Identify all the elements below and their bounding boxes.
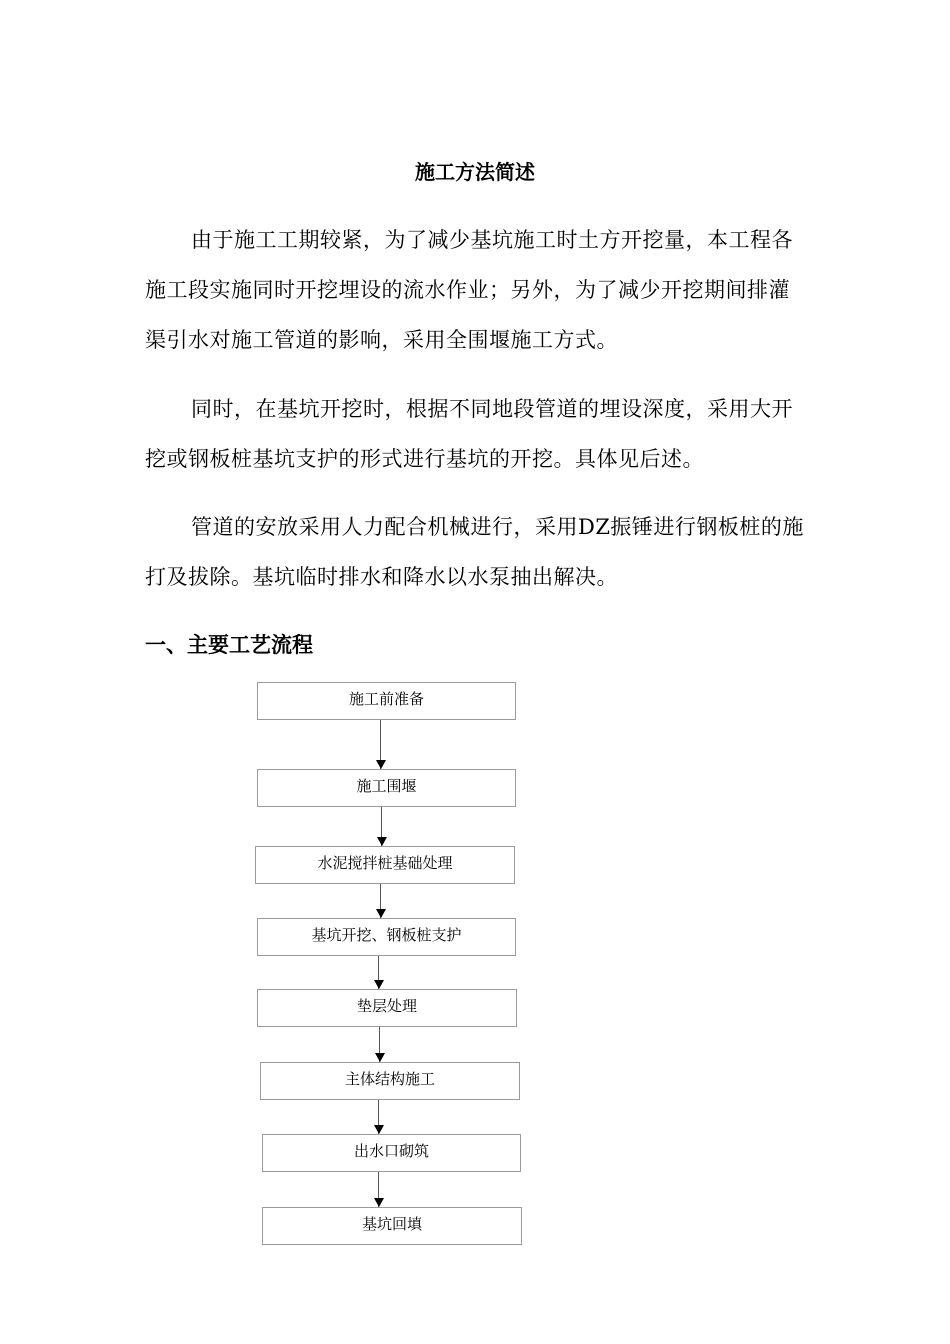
- flow-step: [262, 1207, 522, 1245]
- flow-step: [255, 846, 515, 884]
- flow-arrow-icon: [375, 720, 387, 769]
- flow-arrow-icon: [374, 1027, 386, 1062]
- flow-arrow-icon: [373, 1100, 385, 1134]
- flow-step-label: 水泥搅拌桩基础处理: [317, 854, 453, 872]
- flow-arrow-icon: [376, 807, 388, 846]
- flow-step-label: 主体结构施工: [344, 1070, 435, 1088]
- document-title: 施工方法简述: [415, 160, 535, 184]
- flow-step-label: 垫层处理: [356, 997, 417, 1015]
- flow-step: [257, 682, 516, 720]
- flow-step-label: 基坑回填: [361, 1215, 422, 1233]
- flow-step: [262, 1134, 521, 1172]
- flow-step: [260, 1062, 520, 1100]
- flow-step: [257, 918, 516, 956]
- flow-step: [257, 769, 516, 807]
- flow-arrow-icon: [373, 1172, 385, 1207]
- flow-step-label: 基坑开挖、钢板桩支护: [311, 926, 462, 944]
- flow-step-label: 施工围堰: [356, 777, 417, 795]
- paragraph-1: 由于施工工期较紧，为了减少基坑施工时土方开挖量，本工程各施工段实施同时开挖埋设的流水作业；另外，为了减少开挖期间排灌渠引水对施工管道的影响，采用全围堰施工方式。: [145, 228, 793, 352]
- flow-arrow-icon: [373, 956, 385, 989]
- flow-arrow-icon: [375, 884, 387, 918]
- flow-step-label: 施工前准备: [348, 690, 424, 708]
- flow-step: [257, 989, 517, 1027]
- paragraph-3: 管道的安放采用人力配合机械进行，采用DZ振锤进行钢板桩的施打及拔除。基坑临时排水和降水以水泵抽出解决。: [145, 515, 804, 589]
- flow-step-label: 出水口砌筑: [353, 1142, 429, 1160]
- section-heading: 一、主要工艺流程: [145, 632, 313, 657]
- paragraph-2: 同时，在基坑开挖时，根据不同地段管道的埋设深度，采用大开挖或钢板桩基坑支护的形式进行基坑的开挖。具体见后述。: [145, 397, 793, 471]
